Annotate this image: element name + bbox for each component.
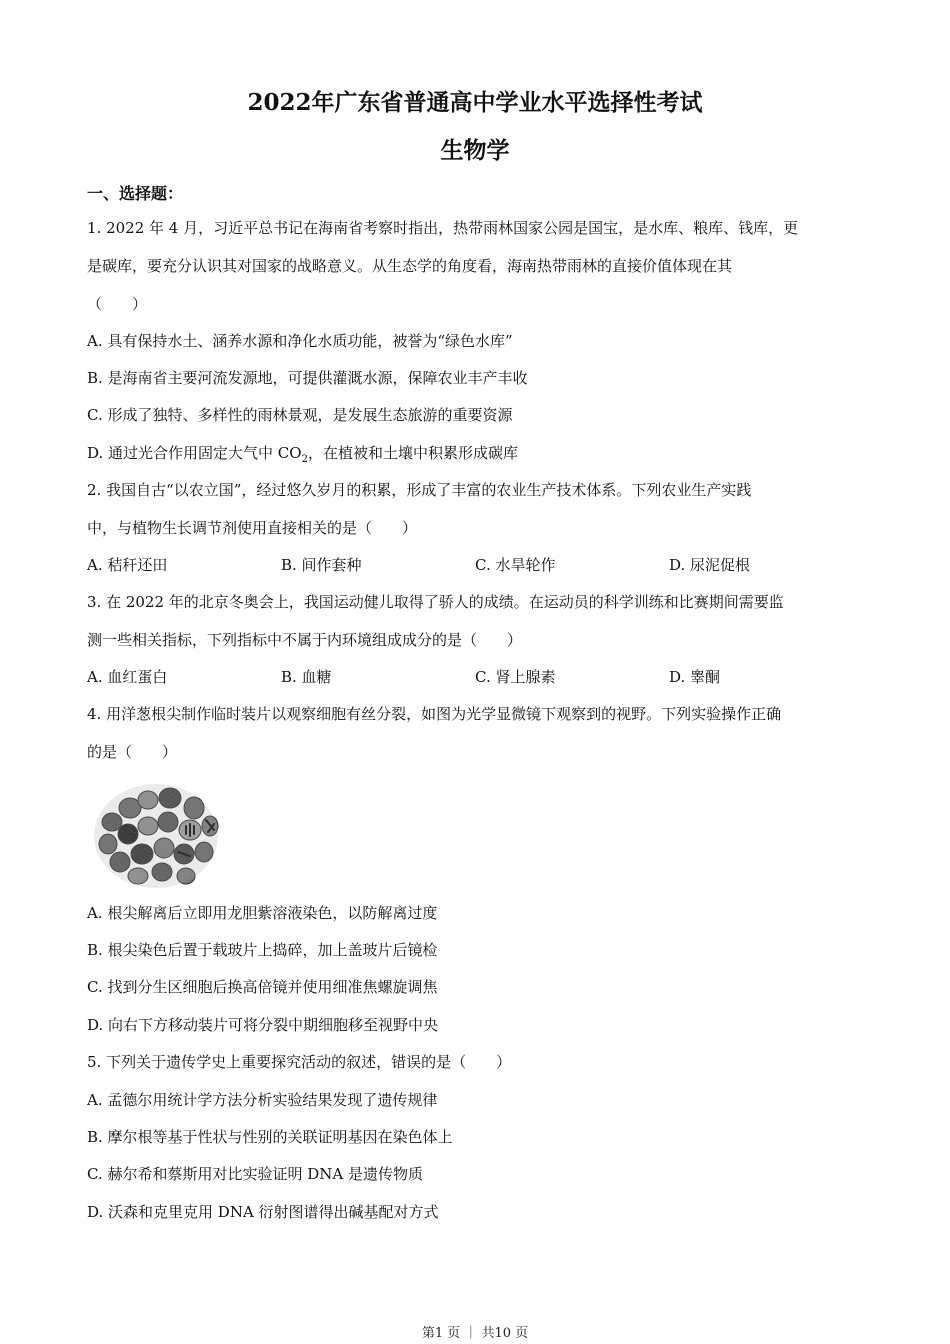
q4-option-a: A. 根尖解离后立即用龙胆紫溶液染色，以防解离过度 — [87, 904, 438, 922]
q1-option-d: D. 通过光合作用固定大气中 $CO_2$，在植被和土壤中积累形成碳库 — [87, 444, 518, 465]
q3-option-a: A. 血红蛋白 — [87, 668, 168, 686]
q4-option-c: C. 找到分生区细胞后换高倍镜并使用细准焦螺旋调焦 — [87, 978, 438, 996]
q2-option-d: D. 尿泥促根 — [669, 556, 751, 574]
q1-stem-line1: 1. 2022 年 4 月，习近平总书记在海南省考察时指出，热带雨林国家公园是国宝，是水库、粮库、钱库，更 — [87, 219, 799, 237]
q5-stem: 5. 下列关于遗传学史上重要探究活动的叙述，错误的是（ ） — [87, 1053, 512, 1071]
q3-option-c: C. 肾上腺素 — [475, 668, 556, 686]
section-heading: 一、选择题： — [87, 184, 184, 203]
q5-option-a: A. 孟德尔用统计学方法分析实验结果发现了遗传规律 — [87, 1091, 438, 1109]
cell-cluster — [94, 784, 218, 888]
q4-stem-line1: 4. 用洋葱根尖制作临时装片以观察细胞有丝分裂，如图为光学显微镜下观察到的视野。下列实验操作正确 — [87, 705, 782, 723]
q5-option-b: B. 摩尔根等基于性状与性别的关联证明基因在染色体上 — [87, 1128, 453, 1146]
q4-option-d: D. 向右下方移动装片可将分裂中期细胞移至视野中央 — [87, 1016, 439, 1034]
q1-option-c: C. 形成了独特、多样性的雨林景观，是发展生态旅游的重要资源 — [87, 406, 513, 424]
q3-stem-line2: 测一些相关指标，下列指标中不属于内环境组成成分的是（ ） — [87, 631, 523, 649]
microscope-field-image — [90, 778, 222, 890]
q3-stem-line1: 3. 在 2022 年的北京冬奥会上，我国运动健儿取得了骄人的成绩。在运动员的科学训练和比赛期间需要监 — [87, 593, 784, 611]
q2-stem-line2: 中，与植物生长调节剂使用直接相关的是（ ） — [87, 519, 418, 537]
q4-option-b: B. 根尖染色后置于载玻片上捣碎，加上盖玻片后镜检 — [87, 941, 438, 959]
q4-stem-line2: 的是（ ） — [87, 743, 178, 761]
q5-option-c: C. 赫尔希和蔡斯用对比实验证明 DNA 是遗传物质 — [87, 1165, 424, 1183]
q1-stem-line3: （ ） — [87, 295, 148, 313]
q3-option-b: B. 血糖 — [281, 668, 332, 686]
page-footer: 第1 页 ｜ 共10 页 — [421, 1326, 529, 1341]
q2-option-c: C. 水旱轮作 — [475, 556, 556, 574]
exam-title: 2022年广东省普通高中学业水平选择性考试 — [247, 89, 703, 116]
q2-option-a: A. 秸秆还田 — [87, 556, 168, 574]
q1-stem-line2: 是碳库，要充分认识其对国家的战略意义。从生态学的角度看，海南热带雨林的直接价值体现在其 — [87, 257, 733, 275]
q1-option-a: A. 具有保持水土、涵养水源和净化水质功能，被誉为“绿色水库” — [87, 332, 513, 350]
q5-option-d: D. 沃森和克里克用 DNA 衍射图谱得出碱基配对方式 — [87, 1203, 439, 1221]
subject-title: 生物学 — [440, 137, 510, 164]
q1-option-b: B. 是海南省主要河流发源地，可提供灌溉水源，保障农业丰产丰收 — [87, 369, 528, 387]
q3-option-d: D. 睾酮 — [669, 668, 721, 686]
q2-option-b: B. 间作套种 — [281, 556, 362, 574]
q2-stem-line1: 2. 我国自古“以农立国”，经过悠久岁月的积累，形成了丰富的农业生产技术体系。下列农业生产实践 — [87, 481, 752, 499]
